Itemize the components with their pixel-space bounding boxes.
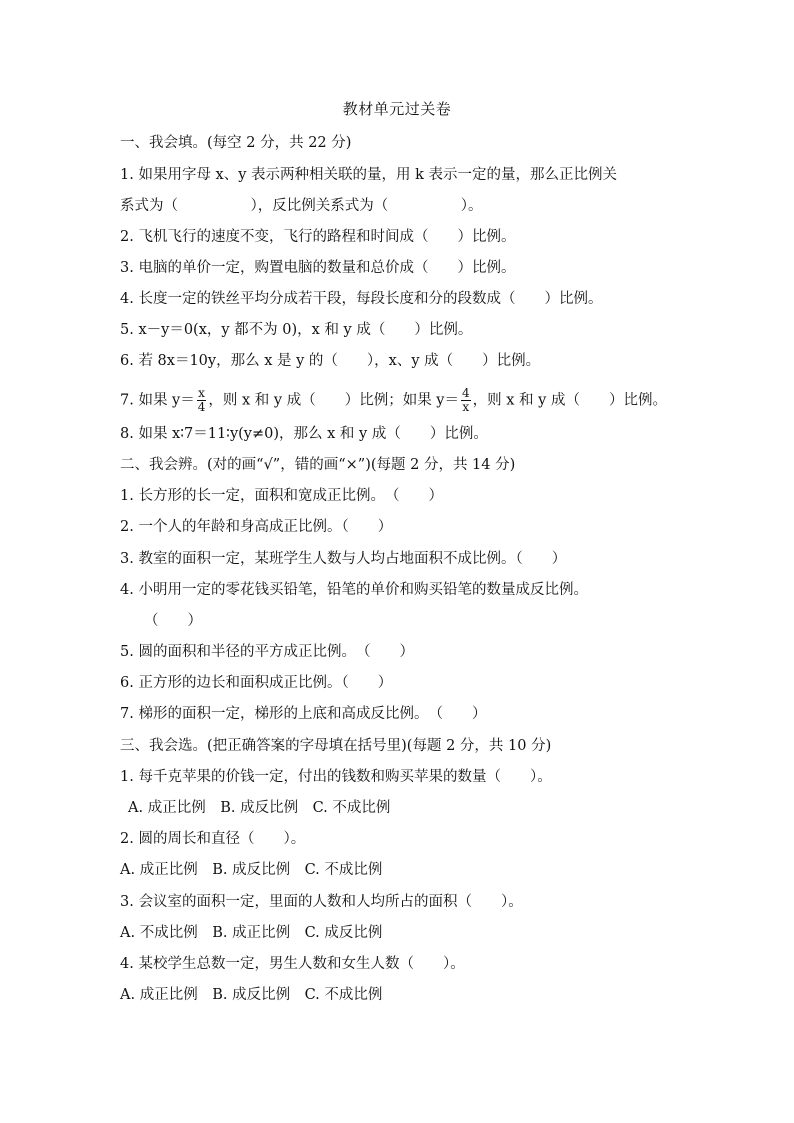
section-2-heading: 二、我会辨。(对的画“√”，错的画“×”)(每题 2 分，共 14 分): [120, 457, 516, 473]
fraction-numerator: x: [198, 386, 205, 400]
s2-question-5: 5. 圆的面积和半径的平方成正比例。 （ ）: [120, 644, 414, 660]
s3-question-2-options: A. 成正比例 B. 成反比例 C. 不成比例: [120, 862, 383, 878]
s2-question-3: 3. 教室的面积一定，某班学生人数与人均占地面积不成比例。（ ）: [120, 551, 567, 567]
s1-question-5: 5. x－y＝0(x，y 都不为 0)，x 和 y 成（ ）比例。: [120, 322, 473, 338]
s1-question-8: 8. 如果 x∶7＝11∶y(y≠0)，那么 x 和 y 成（ ）比例。: [120, 426, 488, 442]
s3-question-3-options: A. 不成比例 B. 成正比例 C. 成反比例: [120, 925, 383, 941]
s1-question-1: 1. 如果用字母 x、y 表示两种相关联的量，用 k 表示一定的量，那么正比例关: [120, 167, 618, 183]
s2-question-2: 2. 一个人的年龄和身高成正比例。（ ）: [120, 519, 393, 535]
s3-question-3: 3. 会议室的面积一定，里面的人数和人均所占的面积（ ）。: [120, 894, 523, 910]
s3-question-4: 4. 某校学生总数一定，男生人数和女生人数（ ）。: [120, 956, 465, 972]
fraction-denominator: x: [462, 400, 470, 414]
s3-question-1-options: A. 成正比例 B. 成反比例 C. 不成比例: [128, 800, 391, 816]
q7-text-b: ，则 x 和 y 成（ ）比例；如果 y＝: [208, 392, 459, 409]
s1-question-2: 2. 飞机飞行的速度不变，飞行的路程和时间成（ ）比例。: [120, 229, 516, 245]
fraction-4-over-x: [461, 387, 471, 414]
page-title: 教材单元过关卷: [342, 100, 452, 118]
fraction-x-over-4: [197, 387, 207, 414]
s2-question-6: 6. 正方形的边长和面积成正比例。（ ）: [120, 675, 393, 691]
s2-question-7: 7. 梯形的面积一定，梯形的上底和高成反比例。 （ ）: [120, 706, 487, 722]
section-1-heading: 一、我会填。(每空 2 分，共 22 分): [120, 135, 352, 151]
q7-text-a: 7. 如果 y＝: [120, 392, 195, 409]
s1-question-4: 4. 长度一定的铁丝平均分成若干段，每段长度和分的段数成（ ）比例。: [120, 291, 603, 307]
q7-text-c: ，则 x 和 y 成（ ）比例。: [472, 392, 667, 409]
s1-question-6: 6. 若 8x＝10y，那么 x 是 y 的（ ），x、y 成（ ）比例。: [120, 353, 541, 369]
s3-question-4-options: A. 成正比例 B. 成反比例 C. 不成比例: [120, 987, 383, 1003]
s1-question-3: 3. 电脑的单价一定，购置电脑的数量和总价成（ ）比例。: [120, 260, 516, 276]
s2-question-4-bracket: （ ）: [144, 613, 202, 629]
fraction-denominator: 4: [197, 400, 206, 414]
s1-question-1-cont: 系式为（ ），反比例关系式为（ ）。: [120, 198, 483, 214]
s1-question-7: [120, 387, 667, 414]
s2-question-4: 4. 小明用一定的零花钱买铅笔，铅笔的单价和购买铅笔的数量成反比例。: [120, 582, 588, 598]
s3-question-2: 2. 圆的周长和直径（ ）。: [120, 831, 306, 847]
section-3-heading: 三、我会选。(把正确答案的字母填在括号里)(每题 2 分，共 10 分): [120, 738, 552, 754]
s3-question-1: 1. 每千克苹果的价钱一定，付出的钱数和购买苹果的数量（ ）。: [120, 769, 552, 785]
s2-question-1: 1. 长方形的长一定，面积和宽成正比例。 （ ）: [120, 488, 443, 504]
fraction-numerator: 4: [462, 386, 470, 400]
